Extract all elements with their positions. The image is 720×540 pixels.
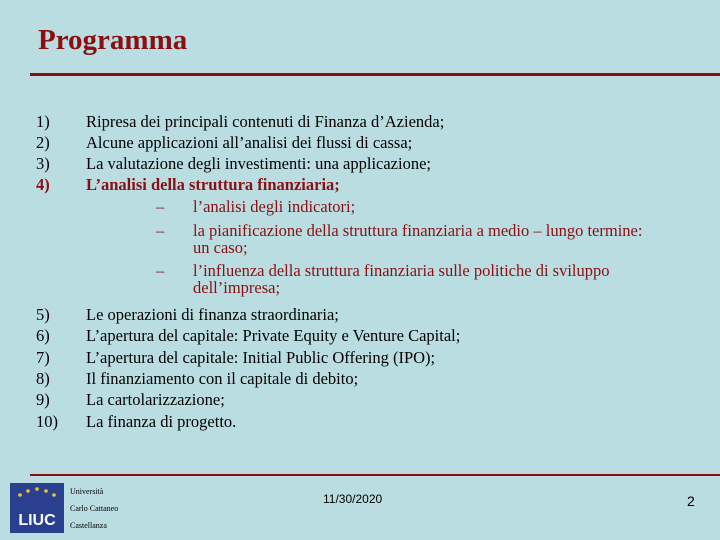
item-number: 4) <box>36 175 50 194</box>
dash-bullet: – <box>156 261 165 280</box>
university-line: Università <box>70 487 104 496</box>
logo-text: LIUC <box>18 512 56 529</box>
item-number: 3) <box>36 154 50 173</box>
item-number: 2) <box>36 133 50 152</box>
sub-item-text-continued: dell’impresa; <box>193 278 281 297</box>
item-text: Ripresa dei principali contenuti di Finanza d’Azienda; <box>86 112 445 131</box>
sub-item-text-continued: un caso; <box>193 238 248 257</box>
sub-item-text: l’analisi degli indicatori; <box>193 197 356 216</box>
item-text: Il finanziamento con il capitale di debito; <box>86 369 359 388</box>
item-text: Alcune applicazioni all’analisi dei flussi di cassa; <box>86 133 413 152</box>
item-number: 7) <box>36 348 50 367</box>
university-line: Carlo Cattaneo <box>70 504 119 513</box>
item-text: L’analisi della struttura finanziaria; <box>86 175 340 194</box>
sub-item-text: la pianificazione della struttura finanziaria a medio – lungo termine: <box>193 221 643 240</box>
university-line: Castellanza <box>70 521 107 530</box>
title-divider <box>30 73 720 76</box>
item-number: 6) <box>36 326 50 345</box>
item-text: La cartolarizzazione; <box>86 390 225 409</box>
item-text: Le operazioni di finanza straordinaria; <box>86 305 339 324</box>
item-number: 10) <box>36 412 58 431</box>
item-number: 8) <box>36 369 50 388</box>
item-text: La finanza di progetto. <box>86 412 237 431</box>
sub-item-text: l’influenza della struttura finanziaria sulle politiche di sviluppo <box>193 261 610 280</box>
dash-bullet: – <box>156 221 165 240</box>
item-text: L’apertura del capitale: Initial Public Offering (IPO); <box>86 348 436 367</box>
item-text: L’apertura del capitale: Private Equity e Venture Capital; <box>86 326 461 345</box>
footer-date: 11/30/2020 <box>323 492 383 506</box>
page-number: 2 <box>687 493 695 509</box>
liuc-logo <box>10 483 64 533</box>
item-number: 1) <box>36 112 50 131</box>
footer-divider <box>30 474 720 476</box>
university-name <box>70 483 118 534</box>
slide-title: Programma <box>38 24 188 56</box>
item-text: La valutazione degli investimenti: una applicazione; <box>86 154 432 173</box>
item-number: 9) <box>36 390 50 409</box>
item-number: 5) <box>36 305 50 324</box>
dash-bullet: – <box>156 197 165 216</box>
